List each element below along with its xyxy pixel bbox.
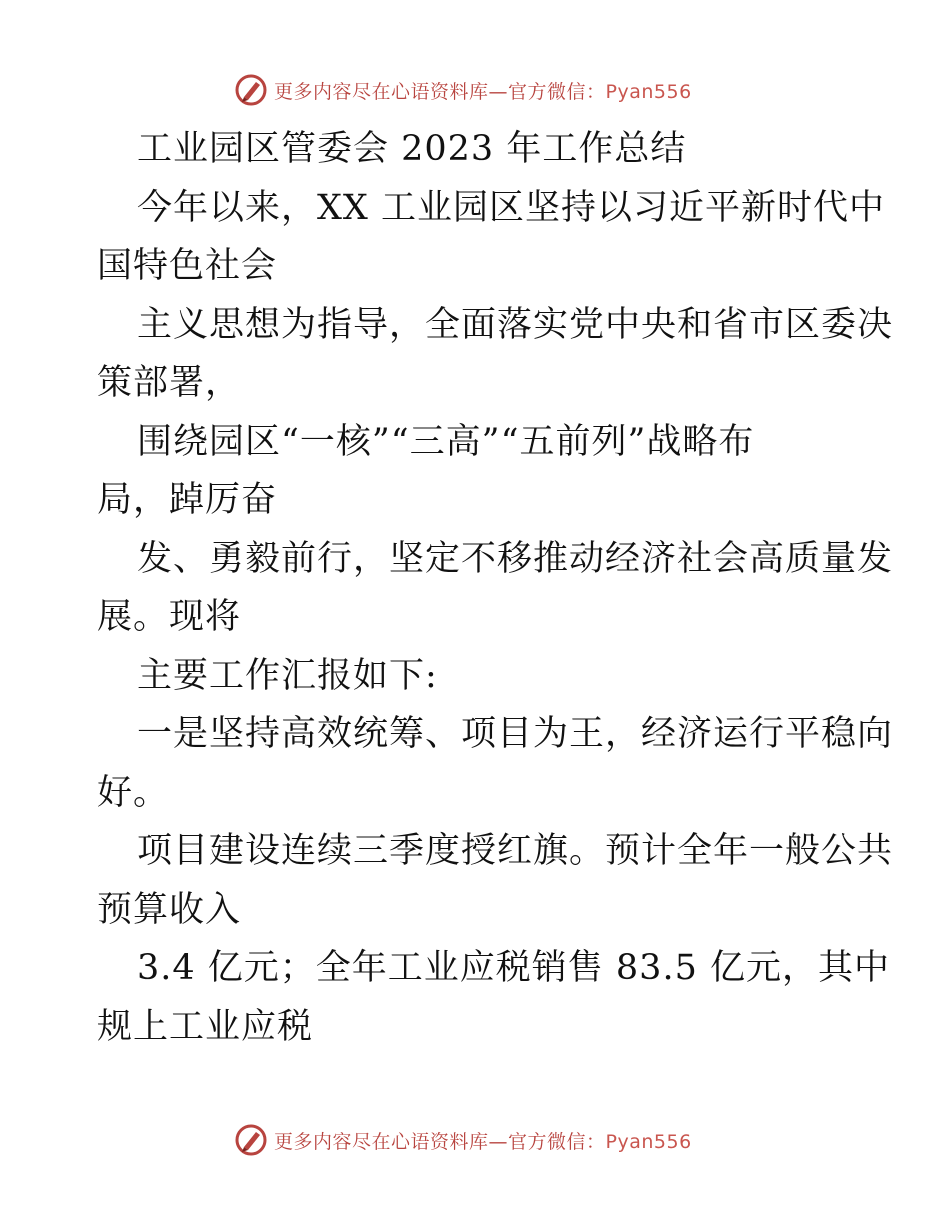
text-line: 策部署， <box>97 363 242 403</box>
text-line: 展。现将 <box>97 597 242 637</box>
watermark-text: 更多内容尽在心语资料库—官方微信：Pyan556 <box>274 1130 692 1153</box>
header-watermark <box>234 70 692 110</box>
text-line: 国特色社会 <box>97 246 278 286</box>
text-line: 预算收入 <box>97 889 242 930</box>
text-line: 今年以来，XX 工业园区坚持以习近平新时代中 <box>137 187 885 228</box>
text-line: 发、勇毅前行，坚定不移推动经济社会高质量发 <box>137 538 894 579</box>
pen-logo-icon <box>234 73 268 107</box>
document-title: 工业园区管委会 2023 年工作总结 <box>137 129 687 169</box>
text-line: 一是坚持高效统筹、项目为王，经济运行平稳向 <box>137 714 894 754</box>
document-body <box>97 120 894 1056</box>
text-line: 主义思想为指导，全面落实党中央和省市区委决 <box>137 304 894 345</box>
wechat-id: Pyan556 <box>605 80 692 103</box>
text-line: 3.4 亿元；全年工业应税销售 83.5 亿元，其中 <box>137 948 890 988</box>
watermark-text: 更多内容尽在心语资料库—官方微信：Pyan556 <box>274 80 692 103</box>
text-line: 围绕园区“一核”“三高”“五前列”战略布 <box>137 421 755 462</box>
text-line: 好。 <box>97 772 170 813</box>
text-line: 规上工业应税 <box>97 1006 314 1047</box>
pen-logo-icon <box>234 1123 268 1157</box>
text-line: 局，踔厉奋 <box>97 480 278 520</box>
text-line: 主要工作汇报如下: <box>137 655 438 696</box>
footer-watermark <box>234 1120 692 1160</box>
text-line: 项目建设连续三季度授红旗。预计全年一般公共 <box>137 831 894 871</box>
wechat-id: Pyan556 <box>605 1130 692 1153</box>
